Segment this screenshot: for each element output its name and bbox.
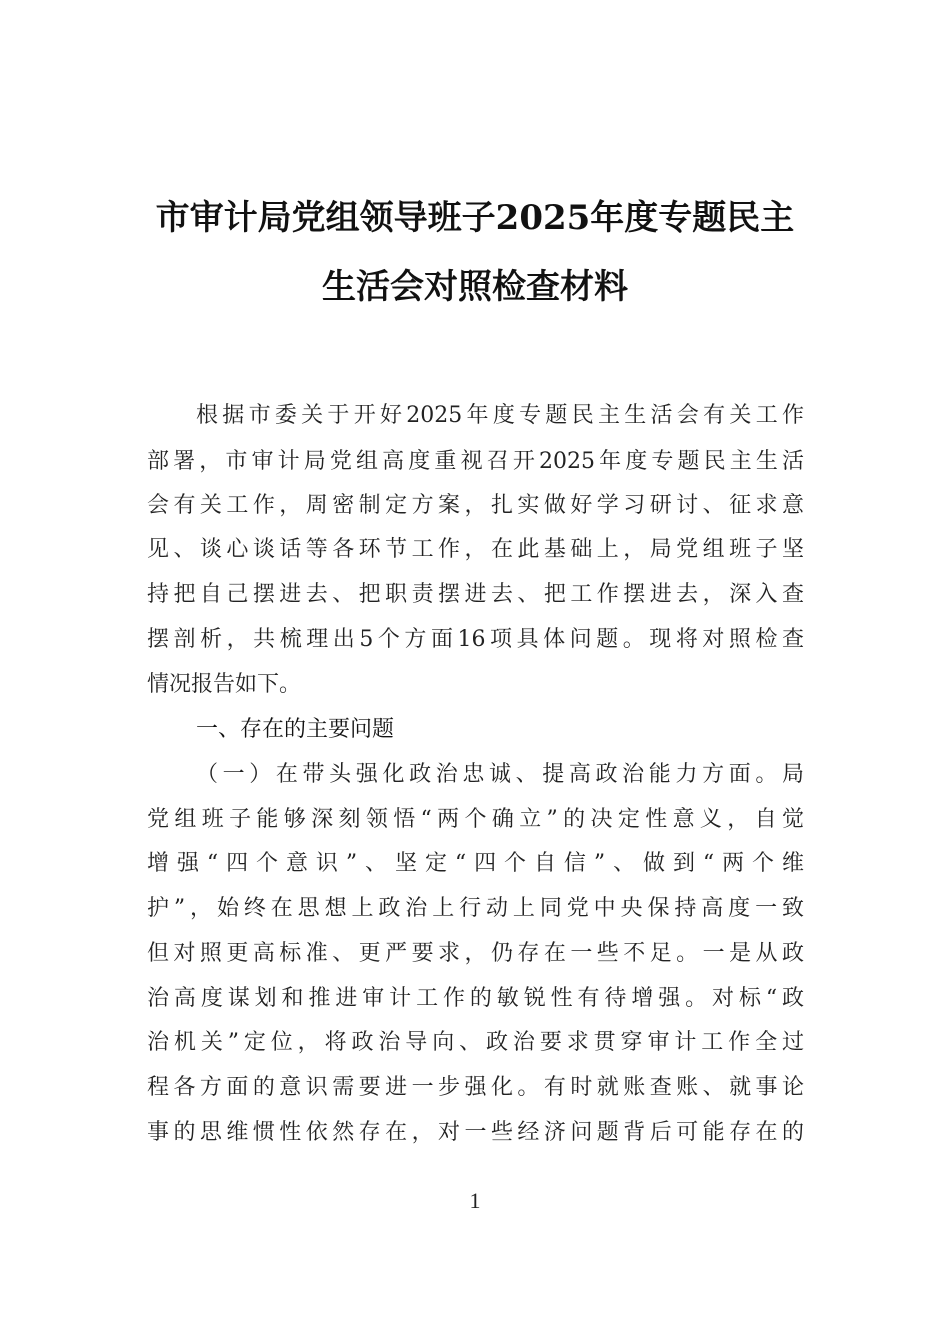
intro-line: 情况报告如下。: [147, 672, 302, 697]
section-line: 增强“四个意识”、坚定“四个自信”、做到“两个维: [147, 851, 804, 876]
section-line: 党组班子能够深刻领悟“两个确立”的决定性意义，自觉: [147, 807, 804, 832]
intro-line: 部署，市审计局党组高度重视召开2025年度专题民主生活: [147, 449, 804, 474]
document-title-line-1: 市审计局党组领导班子2025年度专题民主: [155, 198, 795, 238]
section-line: （一）在带头强化政治忠诚、提高政治能力方面。局: [196, 762, 804, 787]
section-heading: 一、存在的主要问题: [196, 717, 395, 742]
section-line: 护”，始终在思想上政治上行动上同党中央保持高度一致: [147, 896, 804, 921]
page-number: 1: [469, 1188, 481, 1213]
section-line: 程各方面的意识需要进一步强化。有时就账查账、就事论: [147, 1075, 804, 1100]
intro-line: 摆剖析，共梳理出5个方面16项具体问题。现将对照检查: [147, 627, 804, 652]
intro-line: 根据市委关于开好2025年度专题民主生活会有关工作: [196, 403, 804, 428]
intro-line: 会有关工作，周密制定方案，扎实做好学习研讨、征求意: [147, 493, 804, 518]
document-title-line-2: 生活会对照检查材料: [322, 267, 628, 307]
intro-line: 持把自己摆进去、把职责摆进去、把工作摆进去，深入查: [147, 582, 804, 607]
section-line: 但对照更高标准、更严要求，仍存在一些不足。一是从政: [147, 941, 804, 966]
section-line: 治机关”定位，将政治导向、政治要求贯穿审计工作全过: [147, 1030, 804, 1055]
section-line: 治高度谋划和推进审计工作的敏锐性有待增强。对标“政: [147, 986, 804, 1011]
section-line: 事的思维惯性依然存在，对一些经济问题背后可能存在的: [147, 1120, 804, 1145]
intro-line: 见、谈心谈话等各环节工作，在此基础上，局党组班子坚: [147, 537, 804, 562]
